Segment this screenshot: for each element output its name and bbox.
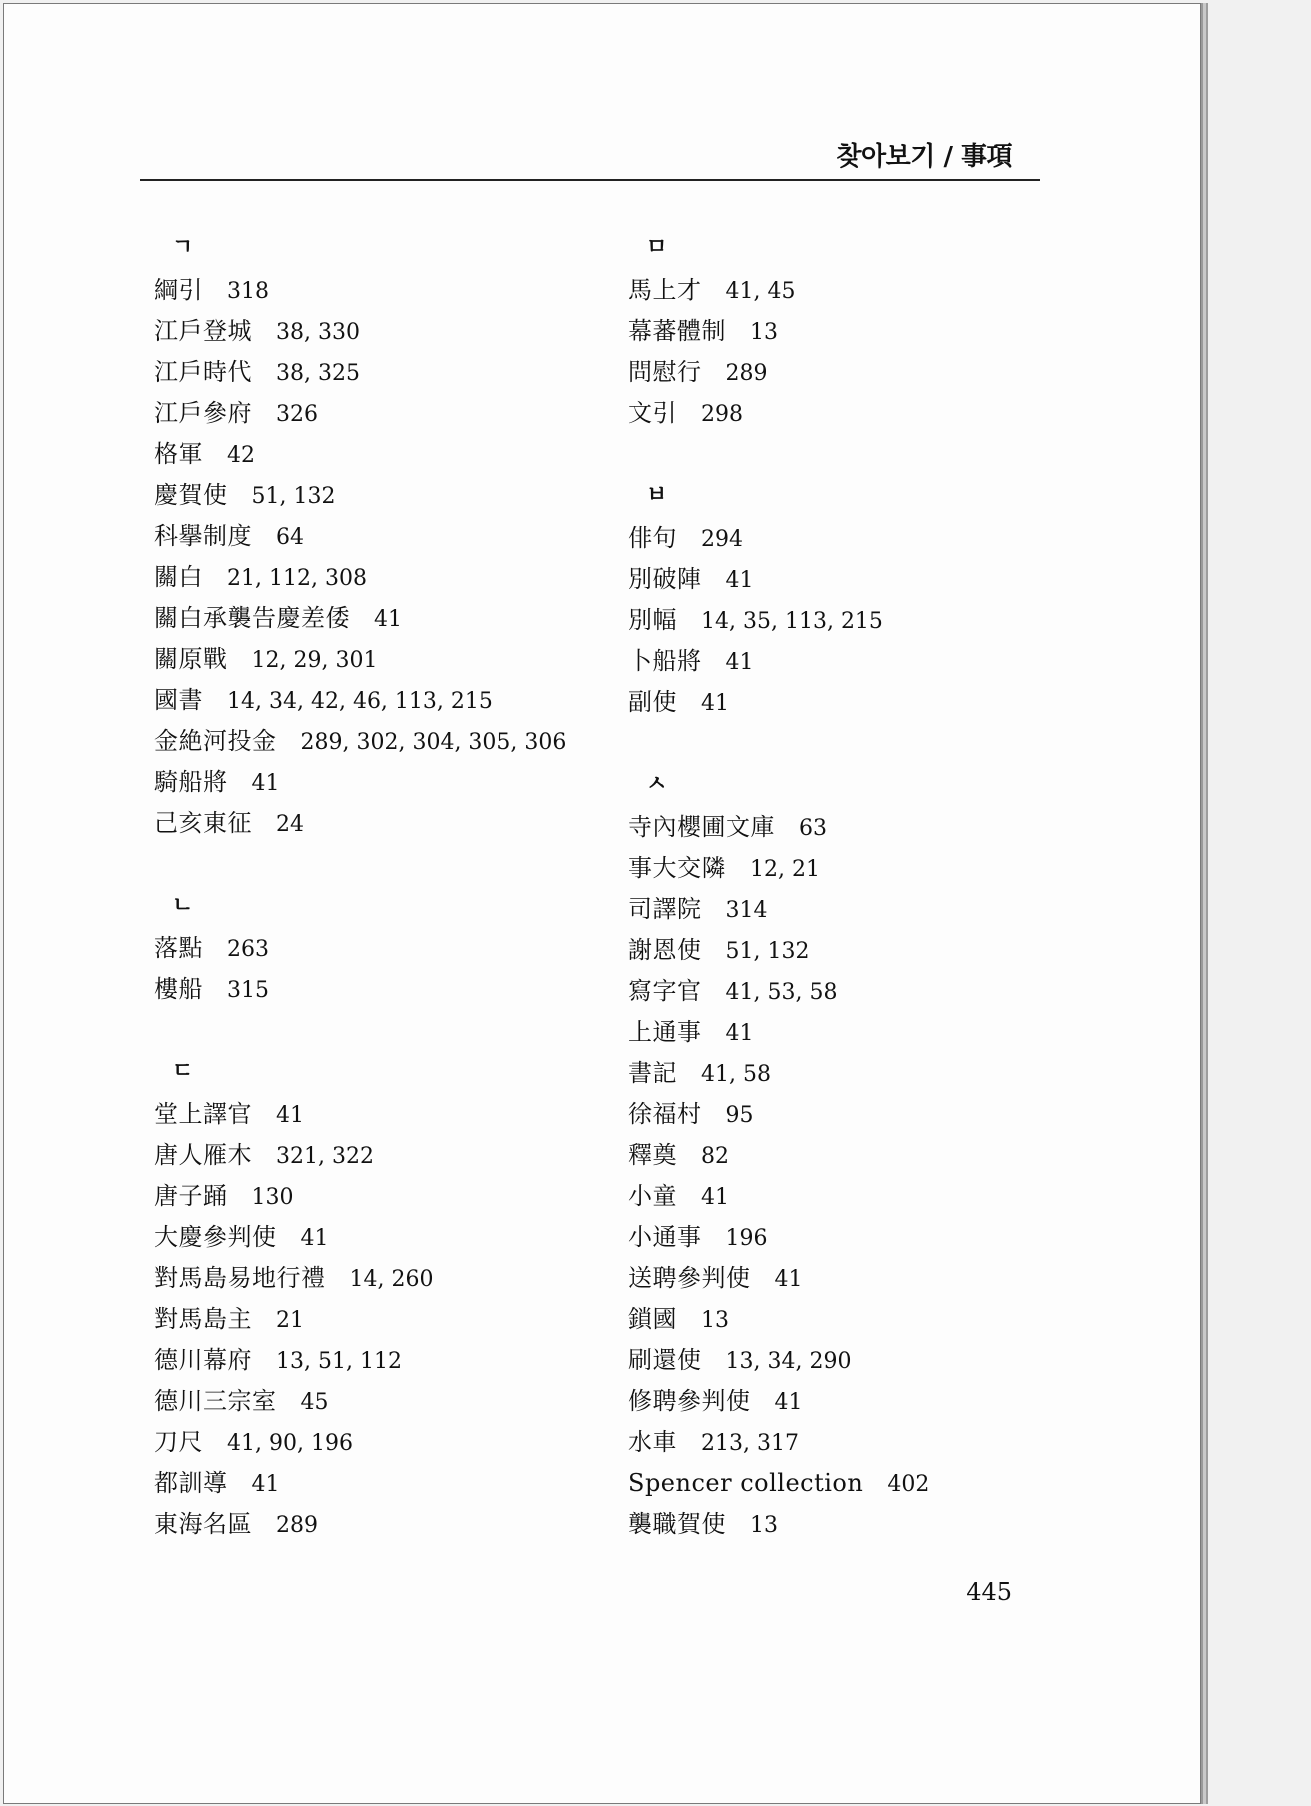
entry-pages: 64: [276, 525, 304, 550]
book-page: [3, 3, 1201, 1804]
index-entry: [628, 641, 929, 682]
index-entry: [154, 557, 566, 598]
index-entry: [628, 1381, 929, 1422]
entry-term: 別幅: [628, 606, 677, 634]
index-entry: [628, 352, 929, 393]
index-section: [154, 1050, 566, 1545]
entry-pages: 14, 35, 113, 215: [701, 609, 883, 634]
entry-term: 科擧制度: [154, 522, 252, 550]
entry-pages: 41: [251, 1472, 280, 1497]
entry-pages: 130: [251, 1185, 294, 1210]
entry-term: 鎖國: [628, 1305, 677, 1333]
entry-term: 修聘參判使: [628, 1387, 751, 1415]
index-entry: [628, 930, 929, 971]
entry-term: 慶賀使: [154, 481, 228, 509]
index-entry: [154, 762, 566, 803]
entry-term: 國書: [154, 686, 203, 714]
entry-term: 刀尺: [154, 1428, 203, 1456]
index-entry: [154, 516, 566, 557]
index-entry: [628, 682, 929, 723]
entry-term: 東海名區: [154, 1510, 252, 1538]
entry-pages: 41: [774, 1267, 803, 1292]
entry-pages: 38, 325: [276, 361, 360, 386]
entry-pages: 41: [725, 568, 754, 593]
index-entry: [628, 1258, 929, 1299]
entry-pages: 298: [701, 402, 743, 427]
entry-pages: 13: [701, 1308, 729, 1333]
entry-term: 綱引: [154, 276, 203, 304]
entry-term: 謝恩使: [628, 936, 702, 964]
index-entry: [154, 639, 566, 680]
index-entry: [628, 518, 929, 559]
index-entry: [154, 1422, 566, 1463]
entry-term: 己亥東征: [154, 809, 252, 837]
entry-pages: 263: [227, 937, 269, 962]
index-entry: [154, 1504, 566, 1545]
entry-pages: 318: [227, 279, 269, 304]
index-entry: [154, 1381, 566, 1422]
entry-pages: 41, 90, 196: [227, 1431, 353, 1456]
index-entry: [154, 1463, 566, 1504]
entry-term: 寺內櫻圃文庫: [628, 813, 775, 841]
entry-term: 都訓導: [154, 1469, 228, 1497]
index-entry: [628, 848, 929, 889]
index-column-left: [154, 226, 566, 1585]
entry-term: 卜船將: [628, 647, 702, 675]
entry-pages: 41: [774, 1390, 803, 1415]
entry-pages: 13, 34, 290: [725, 1349, 852, 1374]
index-entry: [154, 1135, 566, 1176]
section-heading: ㅁ: [646, 235, 668, 260]
entry-term: 問慰行: [628, 358, 702, 386]
entry-pages: 95: [725, 1103, 754, 1128]
index-entry: [154, 803, 566, 844]
index-entry: [628, 311, 929, 352]
index-entry: [154, 680, 566, 721]
entry-term: 送聘參判使: [628, 1264, 751, 1292]
entry-pages: 326: [276, 402, 318, 427]
entry-term: 刷還使: [628, 1346, 702, 1374]
entry-pages: 41, 45: [725, 279, 796, 304]
index-entry: [154, 598, 566, 639]
index-entry: [628, 270, 929, 311]
index-entry: [628, 1053, 929, 1094]
entry-pages: 14, 34, 42, 46, 113, 215: [227, 689, 493, 714]
entry-pages: 24: [276, 812, 304, 837]
entry-pages: 213, 317: [701, 1431, 799, 1456]
index-entry: [154, 270, 566, 311]
index-entry: [154, 1340, 566, 1381]
entry-term: 江戶時代: [154, 358, 252, 386]
index-entry: [628, 1504, 929, 1545]
section-heading: ㅂ: [646, 483, 668, 508]
entry-pages: 82: [701, 1144, 729, 1169]
entry-pages: 196: [725, 1226, 768, 1251]
index-entry: [628, 1135, 929, 1176]
entry-pages: 41: [701, 691, 729, 716]
index-entry: [628, 1094, 929, 1135]
entry-pages: 51, 132: [251, 484, 336, 509]
section-heading: ㄱ: [172, 235, 194, 260]
entry-term: 唐人雁木: [154, 1141, 252, 1169]
index-entry: [154, 1299, 566, 1340]
entry-pages: 21, 112, 308: [227, 566, 367, 591]
index-entry: [154, 1176, 566, 1217]
entry-term: 關白承襲告慶差倭: [154, 604, 350, 632]
entry-term: 德川幕府: [154, 1346, 252, 1374]
index-entry: [628, 1299, 929, 1340]
entry-term: 對馬島主: [154, 1305, 252, 1333]
entry-term: 水車: [628, 1428, 677, 1456]
entry-pages: 12, 21: [750, 857, 820, 882]
entry-term: 寫字官: [628, 977, 702, 1005]
entry-pages: 321, 322: [276, 1144, 374, 1169]
entry-pages: 21: [276, 1308, 304, 1333]
entry-pages: 13, 51, 112: [276, 1349, 402, 1374]
entry-pages: 41: [276, 1103, 304, 1128]
index-entry: [628, 1422, 929, 1463]
index-entry: [628, 1340, 929, 1381]
index-entry: [154, 1258, 566, 1299]
entry-term: 樓船: [154, 975, 203, 1003]
index-entry: [154, 475, 566, 516]
entry-pages: 63: [799, 816, 827, 841]
entry-pages: 41: [725, 1021, 754, 1046]
entry-pages: 289: [276, 1513, 318, 1538]
entry-term: 格軍: [154, 440, 203, 468]
index-entry: [154, 393, 566, 434]
entry-pages: 41: [725, 650, 754, 675]
entry-term: 馬上才: [628, 276, 702, 304]
index-section: [154, 226, 566, 844]
running-header: 찾아보기 / 事項: [836, 142, 1012, 172]
index-entry: [628, 807, 929, 848]
index-entry: [154, 928, 566, 969]
index-entry: [628, 1463, 929, 1504]
entry-term: 幕蕃體制: [628, 317, 726, 345]
index-column-right: [628, 226, 929, 1585]
entry-term: 小通事: [628, 1223, 702, 1251]
entry-pages: 314: [725, 898, 768, 923]
entry-term: 上通事: [628, 1018, 702, 1046]
entry-term: 關白: [154, 563, 203, 591]
entry-pages: 289: [725, 361, 768, 386]
entry-pages: 41: [300, 1226, 329, 1251]
entry-pages: 41: [251, 771, 280, 796]
entry-term: 騎船將: [154, 768, 228, 796]
entry-pages: 41, 58: [701, 1062, 771, 1087]
index-entry: [628, 600, 929, 641]
index-entry: [628, 393, 929, 434]
index-entry: [628, 889, 929, 930]
entry-term: 大慶參判使: [154, 1223, 277, 1251]
index-entry: [154, 311, 566, 352]
entry-pages: 12, 29, 301: [251, 648, 378, 673]
entry-term: Spencer collection: [628, 1469, 864, 1497]
entry-pages: 41: [374, 607, 402, 632]
entry-term: 書記: [628, 1059, 677, 1087]
index-section: [154, 884, 566, 1010]
entry-term: 俳句: [628, 524, 677, 552]
entry-term: 文引: [628, 399, 677, 427]
index-section: [628, 226, 929, 434]
entry-pages: 45: [300, 1390, 329, 1415]
entry-term: 江戶登城: [154, 317, 252, 345]
entry-term: 唐子踊: [154, 1182, 228, 1210]
entry-pages: 42: [227, 443, 255, 468]
entry-term: 徐福村: [628, 1100, 702, 1128]
entry-pages: 402: [887, 1472, 930, 1497]
entry-pages: 14, 260: [349, 1267, 434, 1292]
entry-pages: 38, 330: [276, 320, 360, 345]
entry-term: 別破陣: [628, 565, 702, 593]
entry-pages: 294: [701, 527, 743, 552]
entry-term: 襲職賀使: [628, 1510, 726, 1538]
index-entry: [154, 721, 566, 762]
index-entry: [154, 352, 566, 393]
entry-term: 事大交隣: [628, 854, 726, 882]
index-entry: [154, 1217, 566, 1258]
entry-term: 對馬島易地行禮: [154, 1264, 326, 1292]
entry-term: 副使: [628, 688, 677, 716]
entry-term: 小童: [628, 1182, 677, 1210]
entry-term: 江戶參府: [154, 399, 252, 427]
index-section: [628, 474, 929, 723]
page-number: 445: [966, 1578, 1012, 1606]
entry-term: 司譯院: [628, 895, 702, 923]
index-section: [628, 763, 929, 1545]
entry-term: 落點: [154, 934, 203, 962]
entry-term: 釋奠: [628, 1141, 677, 1169]
entry-pages: 315: [227, 978, 269, 1003]
header-rule: [140, 179, 1040, 181]
entry-pages: 13: [750, 1513, 778, 1538]
section-heading: ㄴ: [172, 893, 194, 918]
entry-term: 德川三宗室: [154, 1387, 277, 1415]
entry-term: 金絶河投金: [154, 727, 277, 755]
index-entry: [628, 1176, 929, 1217]
entry-pages: 41, 53, 58: [725, 980, 838, 1005]
entry-term: 關原戰: [154, 645, 228, 673]
index-entry: [154, 1094, 566, 1135]
entry-pages: 13: [750, 320, 778, 345]
entry-pages: 41: [701, 1185, 729, 1210]
index-entry: [628, 1217, 929, 1258]
entry-pages: 51, 132: [725, 939, 810, 964]
index-entry: [154, 434, 566, 475]
index-entry: [628, 559, 929, 600]
section-heading: ㄷ: [172, 1059, 194, 1084]
section-heading: ㅅ: [646, 772, 668, 797]
entry-term: 堂上譯官: [154, 1100, 252, 1128]
index-entry: [154, 969, 566, 1010]
entry-pages: 289, 302, 304, 305, 306: [300, 730, 567, 755]
index-entry: [628, 1012, 929, 1053]
index-entry: [628, 971, 929, 1012]
